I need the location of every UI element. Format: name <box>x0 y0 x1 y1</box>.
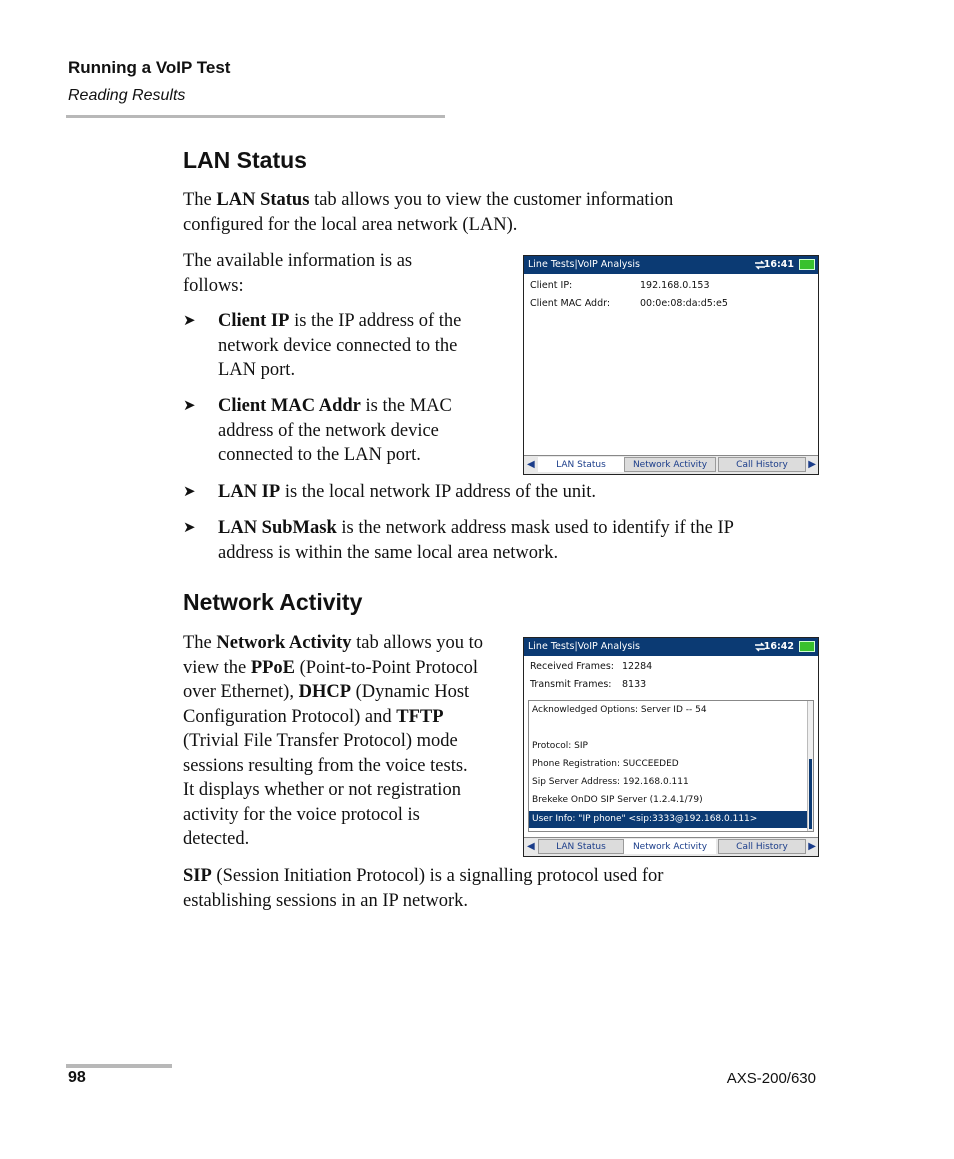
sip-term: SIP <box>183 866 212 886</box>
desc-text: detected. <box>183 829 250 849</box>
bullet-text: LAN port. <box>218 360 296 380</box>
lan-status-heading: LAN Status <box>183 147 307 173</box>
lan-status-screen <box>523 255 819 475</box>
section-title: Reading Results <box>68 87 186 104</box>
desc-text: (Point-to-Point Protocol <box>295 657 478 678</box>
sip-text: establishing sessions in an IP network. <box>183 890 469 911</box>
bullet-term: LAN IP <box>218 482 281 502</box>
desc-text: It displays whether or not registration <box>183 780 461 800</box>
client-mac-label: Client MAC Addr: <box>530 298 611 309</box>
log-line: Brekeke OnDO SIP Server (1.2.4.1/79) <box>532 795 703 805</box>
desc-text: The <box>183 633 217 653</box>
network-activity-screen <box>523 637 819 857</box>
battery-icon <box>799 641 815 652</box>
sip-definition <box>183 864 823 913</box>
intro-text: tab allows you to view the customer information <box>309 190 674 210</box>
battery-icon <box>799 259 815 270</box>
screen-title: Line Tests|VoIP Analysis <box>528 641 640 652</box>
available-text: The available information is as <box>183 251 413 271</box>
desc-term: PPoE <box>250 657 296 678</box>
chapter-title: Running a VoIP Test <box>68 58 231 77</box>
tab-lan-status[interactable]: LAN Status <box>538 839 624 854</box>
desc-text: view the <box>183 657 251 678</box>
clock-time: 16:41 <box>763 259 794 270</box>
intro-text: The <box>183 190 217 210</box>
desc-text: sessions resulting from the voice tests. <box>183 755 468 776</box>
lan-status-intro <box>183 188 783 237</box>
tab-network-activity[interactable]: Network Activity <box>624 839 716 854</box>
bullet-text: address is within the same local area network. <box>218 542 559 563</box>
bullet-text: address of the network device <box>218 420 439 441</box>
desc-text: over Ethernet), <box>183 682 299 702</box>
screen-tab-bar <box>524 837 818 856</box>
bullet-text: is the local network IP address of the unit. <box>280 482 596 502</box>
desc-text: tab allows you to <box>351 633 484 653</box>
bullet-text: is the IP address of the <box>289 311 462 331</box>
log-line: Protocol: SIP <box>532 741 588 751</box>
desc-term: DHCP <box>298 682 351 702</box>
screen-title-bar <box>524 256 818 274</box>
client-ip-value: 192.168.0.153 <box>640 280 710 291</box>
bullet-lan-submask <box>183 516 818 565</box>
intro-text: configured for the local area network (LAN). <box>183 214 518 235</box>
desc-text: (Trivial File Transfer Protocol) mode <box>183 731 458 751</box>
tab-scroll-right-icon[interactable]: ▶ <box>808 841 816 852</box>
client-ip-label: Client IP: <box>530 280 573 291</box>
tab-call-history[interactable]: Call History <box>718 839 806 854</box>
bullet-client-mac <box>183 394 518 468</box>
desc-text: (Dynamic Host <box>351 682 470 702</box>
received-frames-label: Received Frames: <box>530 661 614 672</box>
bullet-arrow-icon: ➤ <box>183 484 196 500</box>
bullet-text: is the network address mask used to identify if the IP <box>336 518 734 538</box>
tab-scroll-left-icon[interactable]: ◀ <box>527 459 535 470</box>
bullet-arrow-icon: ➤ <box>183 313 196 329</box>
screen-title: Line Tests|VoIP Analysis <box>528 259 640 270</box>
log-line-selected[interactable]: User Info: "IP phone" <sip:3333@192.168.0.111> <box>529 811 808 828</box>
desc-text: activity for the voice protocol is <box>183 804 420 825</box>
tab-call-history[interactable]: Call History <box>718 457 806 472</box>
network-activity-description <box>183 631 518 852</box>
tab-scroll-right-icon[interactable]: ▶ <box>808 459 816 470</box>
sip-text: (Session Initiation Protocol) is a signalling protocol used for <box>211 866 664 886</box>
clock-time: 16:42 <box>763 641 794 652</box>
desc-term: TFTP <box>396 706 444 727</box>
bullet-client-ip <box>183 309 518 383</box>
log-line: Acknowledged Options: Server ID -- 54 <box>532 705 707 715</box>
header-divider <box>66 115 445 118</box>
tab-lan-status[interactable]: LAN Status <box>538 457 624 472</box>
scrollbar-thumb[interactable] <box>809 759 812 829</box>
page-number: 98 <box>68 1069 86 1086</box>
screen-title-bar <box>524 638 818 656</box>
intro-term: LAN Status <box>216 190 310 210</box>
bullet-text: network device connected to the <box>218 335 458 356</box>
bullet-arrow-icon: ➤ <box>183 520 196 536</box>
received-frames-value: 12284 <box>622 661 653 672</box>
network-activity-heading: Network Activity <box>183 589 363 615</box>
desc-text: Configuration Protocol) and <box>183 706 397 727</box>
bullet-arrow-icon: ➤ <box>183 398 196 414</box>
log-line: Phone Registration: SUCCEEDED <box>532 759 679 769</box>
activity-log-list[interactable] <box>528 700 814 832</box>
client-mac-value: 00:0e:08:da:d5:e5 <box>640 298 728 309</box>
bullet-lan-ip <box>183 480 818 505</box>
bullet-term: Client MAC Addr <box>218 396 361 416</box>
bullet-term: LAN SubMask <box>218 518 337 538</box>
bullet-term: Client IP <box>218 311 290 331</box>
transmit-frames-value: 8133 <box>622 679 647 690</box>
tab-network-activity[interactable]: Network Activity <box>624 457 716 472</box>
product-model: AXS-200/630 <box>726 1070 816 1087</box>
bullet-text: is the MAC <box>360 396 452 416</box>
footer-divider <box>66 1064 172 1068</box>
log-line: Sip Server Address: 192.168.0.111 <box>532 777 689 787</box>
bullet-text: connected to the LAN port. <box>218 445 421 465</box>
transmit-frames-label: Transmit Frames: <box>530 679 612 690</box>
desc-term: Network Activity <box>216 633 352 653</box>
log-scrollbar[interactable] <box>807 701 813 831</box>
available-text: follows: <box>183 275 244 296</box>
available-info <box>183 249 483 298</box>
screen-tab-bar <box>524 455 818 474</box>
tab-scroll-left-icon[interactable]: ◀ <box>527 841 535 852</box>
